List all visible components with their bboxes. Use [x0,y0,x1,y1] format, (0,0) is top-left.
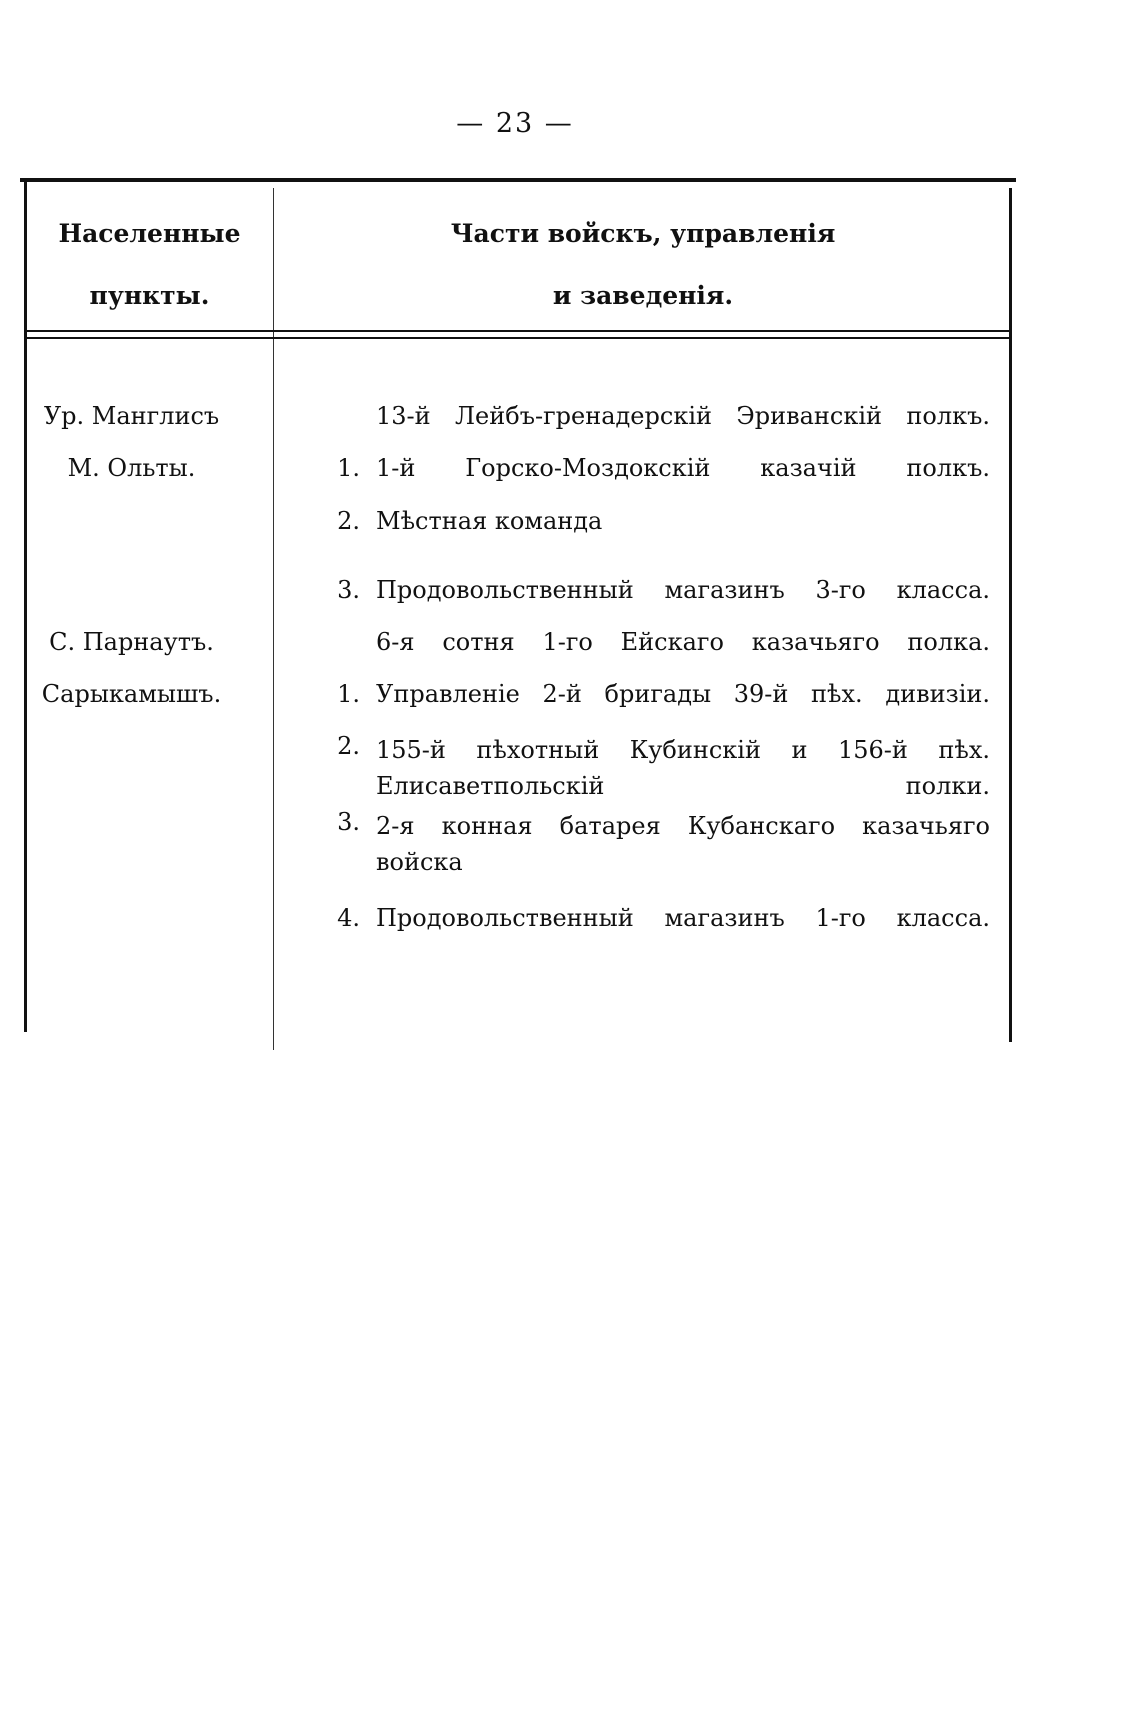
unit-number: 3. [337,576,360,604]
unit-text: 6-я сотня 1-го Ейскаго казачьяго полка. [376,628,990,656]
header-places [28,203,271,327]
page-number: — 23 — [456,108,574,139]
unit-text: Продовольственный магазинъ 1-го класса. [376,904,990,932]
place-item: М. Ольты. [67,454,196,482]
place-item: Сарыкамышъ. [41,680,222,708]
place-item: Ур. Манглисъ [43,402,220,430]
unit-text: Управленіе 2-й бригады 39-й пѣх. дивизіи. [376,680,990,708]
unit-number: 4. [337,904,360,932]
header-units-line-1: Части войскъ, управленія [450,219,836,248]
unit-number: 3. [337,808,360,836]
table-left-border [24,182,27,1032]
unit-text: Мѣстная команда [376,507,603,535]
column-divider [273,188,274,1050]
place-item: С. Парнаутъ. [49,628,214,656]
unit-number: 1. [337,454,360,482]
unit-text: 2-я конная батарея Кубанскаго казачьяго войска [376,812,990,876]
header-double-rule-upper [24,330,1012,332]
header-units-line-2: и заведенія. [552,281,734,310]
table-top-rule [20,178,1016,182]
header-double-rule-lower [24,337,1012,339]
unit-number: 1. [337,680,360,708]
unit-text: 13-й Лейбъ-гренадерскій Эриванскій полкъ. [376,402,990,430]
unit-text: 1-й Горско-Моздокскій казачій полкъ. [376,454,990,482]
header-units [278,203,1008,327]
unit-number: 2. [337,732,360,760]
unit-text: Продовольственный магазинъ 3-го класса. [376,576,990,604]
header-places-line-1: Населенные [58,219,241,248]
unit-number: 2. [337,507,360,535]
header-places-line-2: пункты. [89,281,210,310]
unit-text: 155-й пѣхотный Кубинскій и 156-й пѣх. Елисаветпольскій полки. [376,736,990,800]
table-right-border [1009,188,1012,1042]
